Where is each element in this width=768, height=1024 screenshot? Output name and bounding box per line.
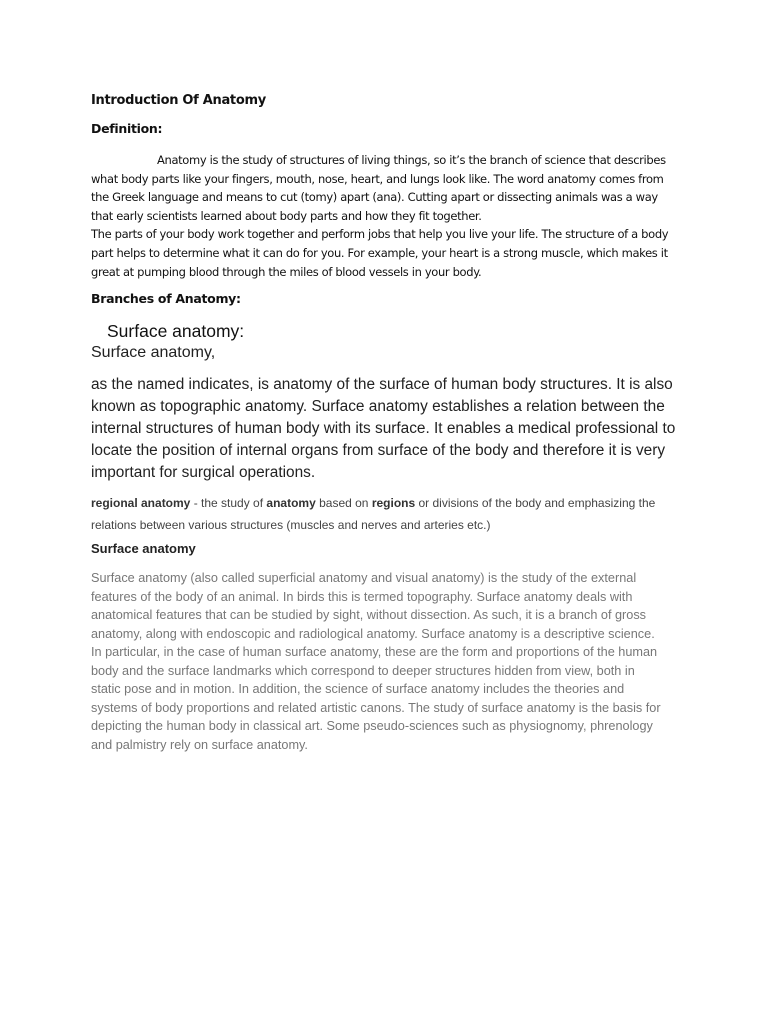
document-title: Introduction Of Anatomy — [91, 93, 266, 108]
intro-section — [91, 151, 681, 281]
definition-label: Definition: — [91, 121, 163, 136]
regional-bold-anatomy: anatomy — [266, 496, 316, 510]
surface-anatomy-heading: Surface anatomy: — [107, 321, 245, 341]
branches-label: Branches of Anatomy: — [91, 291, 241, 306]
surface-anatomy-paragraph: as the named indicates, is anatomy of the surface of human body structures. It is also known as topographic anatomy. Surface anatomy establishes a relation between the internal structures of human body with its surface. It enables a medical professional to locate the position of internal organs from surface of the body and therefore it is very important for surgical operations. — [91, 376, 676, 481]
surface-anatomy-heading-2: Surface anatomy — [91, 541, 196, 556]
intro-paragraph-1: Anatomy is the study of structures of living things, so it’s the branch of science that describes what body parts like your fingers, mouth, nose, heart, and lungs look like. The word anatomy comes from the Greek language and means to cut (tomy) apart (ana). Cutting apart or dissecting animals was a way that early scientists learned about body parts and how they fit together. — [91, 153, 666, 223]
regional-anatomy-paragraph — [91, 492, 681, 536]
intro-paragraph-2: The parts of your body work together and perform jobs that help you live your life. The structure of a body part helps to determine what it can do for you. For example, your heart is a strong muscle, which makes it great at pumping blood through the miles of blood vessels in your body. — [91, 227, 669, 279]
regional-text-3: or divisions of the body and emphasizing the relations between various structures (muscles and nerves and arteries etc.) — [91, 496, 656, 532]
regional-text-2: based on — [315, 496, 372, 510]
surface-anatomy-subheading: Surface anatomy, — [91, 344, 216, 361]
regional-anatomy-term: regional anatomy — [91, 496, 191, 510]
surface-anatomy-paragraph-2: Surface anatomy (also called superficial anatomy and visual anatomy) is the study of the external features of the body of an animal. In birds this is termed topography. Surface anatomy deals with anatomical features that can be studied by sight, without dissection. As such, it is a branch of gross anatomy, along with endoscopic and radiological anatomy. Surface anatomy is a descriptive science. In particular, in the case of human surface anatomy, these are the form and proportions of the human body and the surface landmarks which correspond to deeper structures hidden from view, both in static pose and in motion. In addition, the science of surface anatomy includes the theories and systems of body proportions and related artistic canons. The study of surface anatomy is the basis for depicting the human body in classical art. Some pseudo-sciences such as physiognomy, phrenology and palmistry rely on surface anatomy. — [91, 571, 661, 752]
regional-bold-regions: regions — [371, 496, 416, 510]
regional-text-1: - the study of — [190, 496, 267, 510]
